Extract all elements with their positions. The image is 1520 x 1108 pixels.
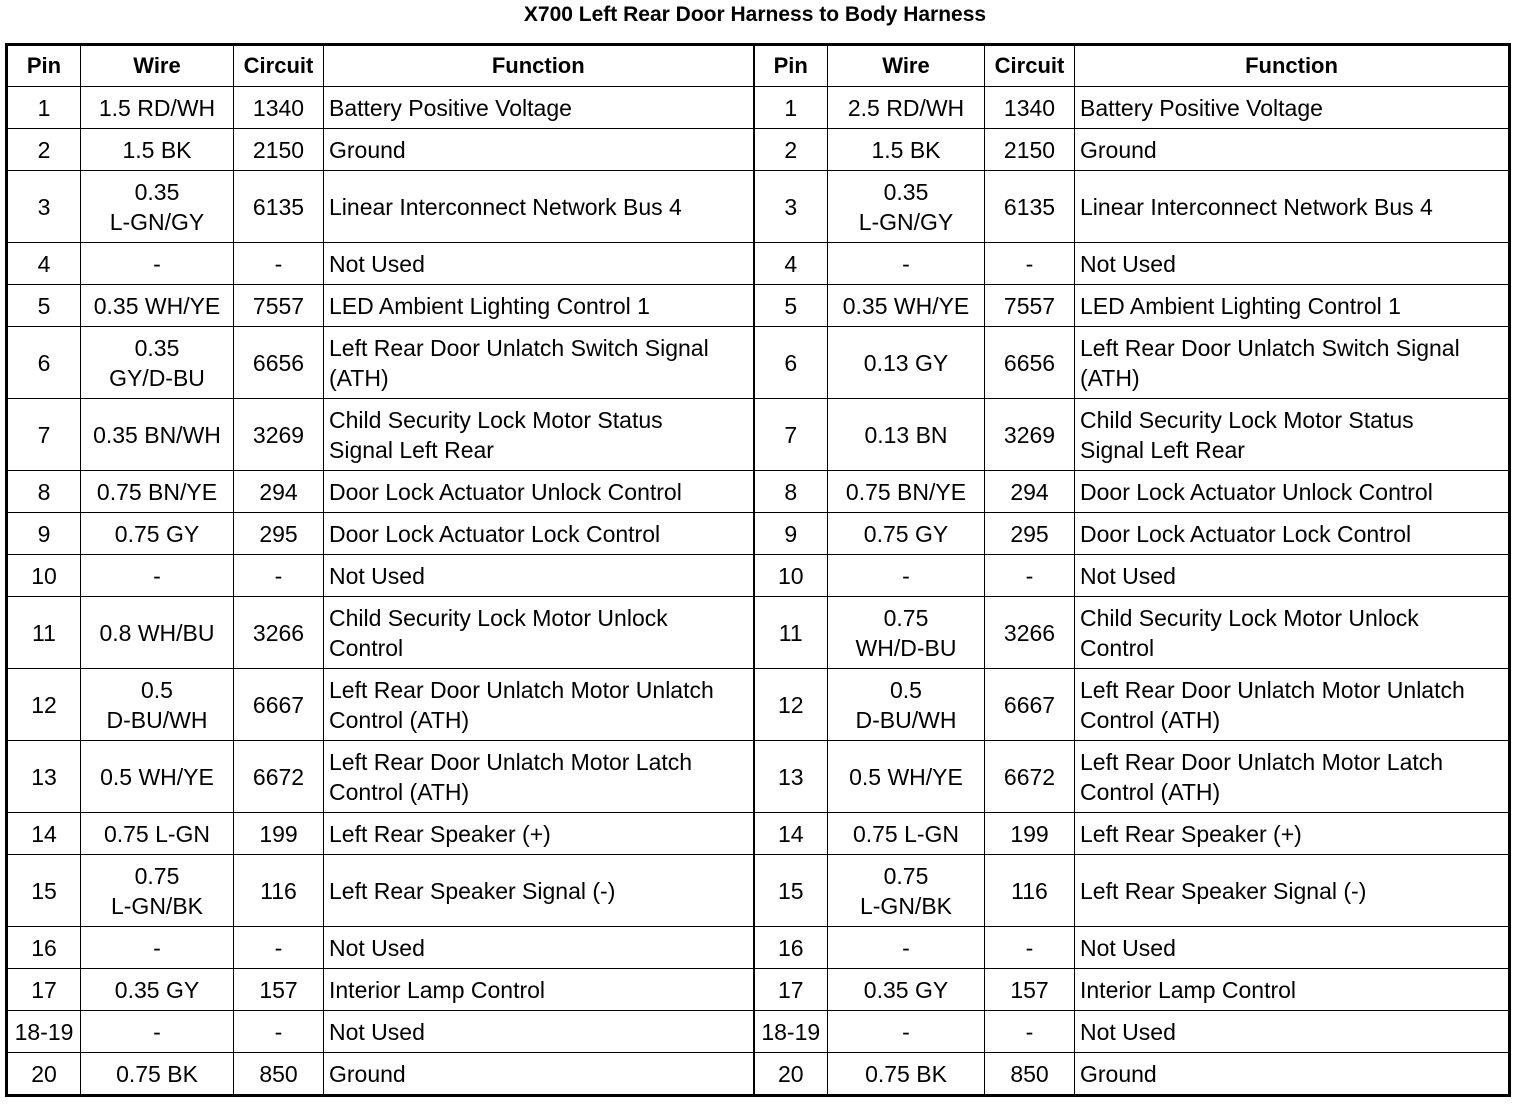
pin-cell-left: 2 [7,129,81,171]
header-function-left: Function [324,45,754,87]
wire-line: 0.5 WH/YE [849,763,963,790]
wire-line: D-BU/WH [106,706,208,733]
circuit-cell-right: 850 [985,1053,1075,1096]
function-cell-right [1075,669,1510,741]
pin-cell-right: 18-19 [754,1011,828,1053]
wire-cell-right [828,669,985,741]
pin-cell-left: 10 [7,555,81,597]
wire-cell-left [81,741,234,813]
wire-cell-right [828,969,985,1011]
function-cell-right [1075,129,1510,171]
circuit-cell-right: 157 [985,969,1075,1011]
wire-line: 0.75 BN/YE [96,478,218,505]
table-row [7,555,1510,597]
wire-line: 0.35 [134,334,180,361]
function-cell-right [1075,513,1510,555]
wire-cell-left [81,243,234,285]
pin-cell-right: 10 [754,555,828,597]
pin-cell-left: 20 [7,1053,81,1096]
wire-line: - [902,934,910,961]
wire-line: 2.5 RD/WH [847,94,965,121]
wire-line: 0.35 WH/YE [93,292,221,319]
function-cell-right [1075,855,1510,927]
pin-cell-right: 20 [754,1053,828,1096]
pin-cell-left: 12 [7,669,81,741]
table-row [7,813,1510,855]
function-cell-left [324,741,754,813]
wire-cell-right [828,1011,985,1053]
wire-cell-right [828,855,985,927]
wire-cell-left [81,327,234,399]
circuit-cell-left: 294 [234,471,324,513]
function-cell-left [324,243,754,285]
pin-cell-left: 14 [7,813,81,855]
wire-line: 0.75 [883,862,929,889]
function-line: Ground [1080,136,1157,163]
function-cell-left [324,855,754,927]
circuit-cell-left: 3266 [234,597,324,669]
wire-line: - [902,1018,910,1045]
function-line: Left Rear Door Unlatch Motor Unlatch [329,676,714,703]
function-cell-left [324,471,754,513]
function-line: Not Used [1080,562,1176,589]
function-cell-left [324,813,754,855]
circuit-cell-right: 3266 [985,597,1075,669]
circuit-cell-left: 7557 [234,285,324,327]
table-row [7,171,1510,243]
function-cell-left [324,129,754,171]
function-line: Control (ATH) [329,778,470,805]
function-line: Ground [1080,1060,1157,1087]
circuit-cell-left: 6656 [234,327,324,399]
function-line: Door Lock Actuator Unlock Control [329,478,682,505]
wire-line: 0.35 GY [114,976,200,1003]
table-row [7,741,1510,813]
circuit-cell-left: 2150 [234,129,324,171]
circuit-cell-right: - [985,555,1075,597]
function-cell-right [1075,927,1510,969]
header-wire-right: Wire [828,45,985,87]
function-cell-left [324,87,754,129]
function-cell-right [1075,471,1510,513]
wire-cell-left [81,597,234,669]
wire-line: 0.35 GY [863,976,949,1003]
table-row [7,1011,1510,1053]
pin-cell-left: 8 [7,471,81,513]
wire-cell-left [81,285,234,327]
table-row [7,399,1510,471]
wire-line: 0.8 WH/BU [99,619,215,646]
circuit-cell-right: - [985,243,1075,285]
function-line: Not Used [329,1018,425,1045]
function-line: Left Rear Speaker (+) [329,820,551,847]
circuit-cell-right: 116 [985,855,1075,927]
page-title: X700 Left Rear Door Harness to Body Harness [523,3,987,26]
function-line: Left Rear Speaker (+) [1080,820,1302,847]
function-line: Child Security Lock Motor Status [1080,406,1414,433]
wire-line: 0.75 BN/YE [845,478,967,505]
circuit-cell-right: 6667 [985,669,1075,741]
function-cell-left [324,513,754,555]
circuit-cell-left: 6672 [234,741,324,813]
pin-cell-right: 2 [754,129,828,171]
circuit-cell-left: 850 [234,1053,324,1096]
pin-cell-left: 4 [7,243,81,285]
header-circuit-right: Circuit [985,45,1075,87]
wire-line: - [153,250,161,277]
function-line: Not Used [1080,250,1176,277]
table-row [7,669,1510,741]
wire-line: 0.75 BK [865,1060,947,1087]
function-line: Not Used [1080,934,1176,961]
pin-cell-right: 15 [754,855,828,927]
table-row [7,243,1510,285]
pin-cell-right: 6 [754,327,828,399]
circuit-cell-right: 294 [985,471,1075,513]
function-cell-right [1075,285,1510,327]
function-cell-left [324,171,754,243]
function-cell-right [1075,597,1510,669]
wire-cell-left [81,87,234,129]
wire-line: 0.75 BK [116,1060,198,1087]
wire-cell-left [81,813,234,855]
pin-cell-right: 3 [754,171,828,243]
function-cell-right [1075,969,1510,1011]
wire-line: GY/D-BU [109,364,205,391]
table-row [7,969,1510,1011]
function-line: Ground [329,1060,406,1087]
table-row [7,855,1510,927]
circuit-cell-right: - [985,1011,1075,1053]
circuit-cell-right: 7557 [985,285,1075,327]
wire-line: 0.5 [141,676,173,703]
function-line: Control (ATH) [1080,706,1221,733]
circuit-cell-right: 6672 [985,741,1075,813]
function-cell-left [324,927,754,969]
function-line: Door Lock Actuator Lock Control [329,520,661,547]
pin-cell-right: 1 [754,87,828,129]
circuit-cell-left: 199 [234,813,324,855]
function-cell-right [1075,327,1510,399]
pin-cell-left: 16 [7,927,81,969]
function-line: LED Ambient Lighting Control 1 [1080,292,1401,319]
function-line: Signal Left Rear [329,436,494,463]
wire-cell-right [828,327,985,399]
wire-cell-right [828,555,985,597]
function-line: Left Rear Door Unlatch Motor Latch [329,748,693,775]
wire-cell-left [81,555,234,597]
header-function-right: Function [1075,45,1510,87]
table-row [7,285,1510,327]
wire-line: 1.5 BK [122,136,192,163]
table-row [7,513,1510,555]
header-pin-left: Pin [7,45,81,87]
function-cell-left [324,1053,754,1096]
wire-line: 0.75 GY [114,520,200,547]
function-cell-right [1075,1053,1510,1096]
circuit-cell-right: 6135 [985,171,1075,243]
circuit-cell-right: 3269 [985,399,1075,471]
wire-line: 0.13 BN [864,421,948,448]
wire-cell-right [828,741,985,813]
wire-line: - [902,562,910,589]
circuit-cell-left: 1340 [234,87,324,129]
function-line: Not Used [1080,1018,1176,1045]
table-row [7,1053,1510,1096]
wire-line: - [153,934,161,961]
function-line: Control [1080,634,1155,661]
wire-line: 0.75 [134,862,180,889]
function-cell-right [1075,399,1510,471]
function-cell-left [324,399,754,471]
circuit-cell-left: - [234,555,324,597]
function-cell-right [1075,813,1510,855]
wire-cell-right [828,243,985,285]
function-line: Interior Lamp Control [329,976,546,1003]
circuit-cell-left: 6667 [234,669,324,741]
circuit-cell-left: - [234,927,324,969]
function-line: (ATH) [329,364,389,391]
pin-cell-right: 14 [754,813,828,855]
wire-cell-left [81,171,234,243]
function-cell-right [1075,87,1510,129]
pin-cell-right: 11 [754,597,828,669]
circuit-cell-left: 3269 [234,399,324,471]
function-cell-right [1075,243,1510,285]
wire-cell-right [828,927,985,969]
pin-cell-left: 18-19 [7,1011,81,1053]
wire-cell-right [828,399,985,471]
pin-cell-left: 1 [7,87,81,129]
function-cell-left [324,555,754,597]
pin-cell-left: 6 [7,327,81,399]
wire-cell-right [828,87,985,129]
circuit-cell-left: 116 [234,855,324,927]
function-line: Battery Positive Voltage [329,94,572,121]
pin-cell-left: 9 [7,513,81,555]
pin-cell-right: 12 [754,669,828,741]
wire-line: L-GN/GY [858,208,954,235]
function-line: Left Rear Door Unlatch Motor Unlatch [1080,676,1465,703]
pin-cell-left: 15 [7,855,81,927]
pin-cell-right: 5 [754,285,828,327]
wire-cell-right [828,1053,985,1096]
function-cell-right [1075,171,1510,243]
circuit-cell-right: - [985,927,1075,969]
circuit-cell-left: 6135 [234,171,324,243]
function-line: Child Security Lock Motor Status [329,406,663,433]
function-cell-left [324,327,754,399]
pin-cell-left: 5 [7,285,81,327]
function-line: Not Used [329,934,425,961]
function-line: Left Rear Door Unlatch Motor Latch [1080,748,1444,775]
pinout-table [5,43,1511,1097]
wire-line: 0.75 L-GN [103,820,211,847]
wire-cell-right [828,597,985,669]
wire-line: 0.5 [890,676,922,703]
circuit-cell-right: 199 [985,813,1075,855]
wire-line: D-BU/WH [855,706,957,733]
function-line: Left Rear Speaker Signal (-) [329,877,616,904]
table-row [7,471,1510,513]
wire-cell-right [828,171,985,243]
wire-cell-right [828,285,985,327]
function-line: Left Rear Speaker Signal (-) [1080,877,1367,904]
wire-line: L-GN/BK [859,892,953,919]
wire-line: 0.75 [883,604,929,631]
wire-cell-left [81,513,234,555]
wire-line: WH/D-BU [855,634,957,661]
pin-cell-right: 4 [754,243,828,285]
wire-cell-left [81,1053,234,1096]
table-row [7,129,1510,171]
wire-line: 0.75 GY [863,520,949,547]
wire-cell-left [81,855,234,927]
circuit-cell-right: 2150 [985,129,1075,171]
wire-cell-left [81,471,234,513]
wire-line: 0.35 WH/YE [842,292,970,319]
header-circuit-left: Circuit [234,45,324,87]
function-cell-right [1075,741,1510,813]
function-line: Ground [329,136,406,163]
pin-cell-right: 7 [754,399,828,471]
circuit-cell-left: 157 [234,969,324,1011]
function-line: Linear Interconnect Network Bus 4 [1080,193,1433,220]
function-line: Left Rear Door Unlatch Switch Signal [1080,334,1460,361]
function-line: Door Lock Actuator Lock Control [1080,520,1412,547]
function-cell-left [324,597,754,669]
function-line: Not Used [329,562,425,589]
wire-line: 0.35 [134,178,180,205]
function-line: Child Security Lock Motor Unlock [1080,604,1419,631]
function-cell-left [324,669,754,741]
function-line: LED Ambient Lighting Control 1 [329,292,650,319]
wire-cell-right [828,513,985,555]
function-line: Battery Positive Voltage [1080,94,1323,121]
function-line: (ATH) [1080,364,1140,391]
function-cell-left [324,969,754,1011]
pin-cell-right: 17 [754,969,828,1011]
function-line: Door Lock Actuator Unlock Control [1080,478,1433,505]
wire-line: 1.5 RD/WH [98,94,216,121]
wire-line: - [153,562,161,589]
wire-line: 0.5 WH/YE [100,763,214,790]
function-cell-right [1075,1011,1510,1053]
pin-cell-left: 11 [7,597,81,669]
header-pin-right: Pin [754,45,828,87]
function-cell-left [324,1011,754,1053]
function-line: Signal Left Rear [1080,436,1245,463]
function-line: Interior Lamp Control [1080,976,1297,1003]
pin-cell-right: 9 [754,513,828,555]
function-line: Control (ATH) [329,706,470,733]
table-row [7,927,1510,969]
function-line: Not Used [329,250,425,277]
header-row [7,45,1510,87]
wire-cell-left [81,129,234,171]
circuit-cell-left: - [234,1011,324,1053]
circuit-cell-right: 1340 [985,87,1075,129]
pin-cell-left: 17 [7,969,81,1011]
wire-cell-right [828,813,985,855]
wire-cell-left [81,1011,234,1053]
pin-cell-right: 8 [754,471,828,513]
circuit-cell-right: 6656 [985,327,1075,399]
circuit-cell-left: 295 [234,513,324,555]
wire-cell-right [828,129,985,171]
pin-cell-left: 3 [7,171,81,243]
table-row [7,597,1510,669]
pin-cell-right: 16 [754,927,828,969]
pin-cell-left: 7 [7,399,81,471]
table-row [7,87,1510,129]
wire-line: 0.13 GY [863,349,949,376]
wire-line: - [902,250,910,277]
wire-line: - [153,1018,161,1045]
function-line: Child Security Lock Motor Unlock [329,604,668,631]
wire-line: 0.75 L-GN [852,820,960,847]
function-cell-right [1075,555,1510,597]
function-line: Control (ATH) [1080,778,1221,805]
table-body [7,87,1510,1096]
function-line: Control [329,634,404,661]
wire-cell-left [81,669,234,741]
header-wire-left: Wire [81,45,234,87]
wire-cell-left [81,399,234,471]
function-cell-left [324,285,754,327]
wire-line: L-GN/GY [109,208,205,235]
circuit-cell-right: 295 [985,513,1075,555]
wire-cell-right [828,471,985,513]
wire-cell-left [81,927,234,969]
circuit-cell-left: - [234,243,324,285]
wire-line: 1.5 BK [871,136,941,163]
wire-line: 0.35 BN/WH [93,421,221,448]
pin-cell-right: 13 [754,741,828,813]
function-line: Linear Interconnect Network Bus 4 [329,193,682,220]
wire-cell-left [81,969,234,1011]
wire-line: L-GN/BK [110,892,204,919]
table-row [7,327,1510,399]
pin-cell-left: 13 [7,741,81,813]
function-line: Left Rear Door Unlatch Switch Signal [329,334,709,361]
wire-line: 0.35 [883,178,929,205]
